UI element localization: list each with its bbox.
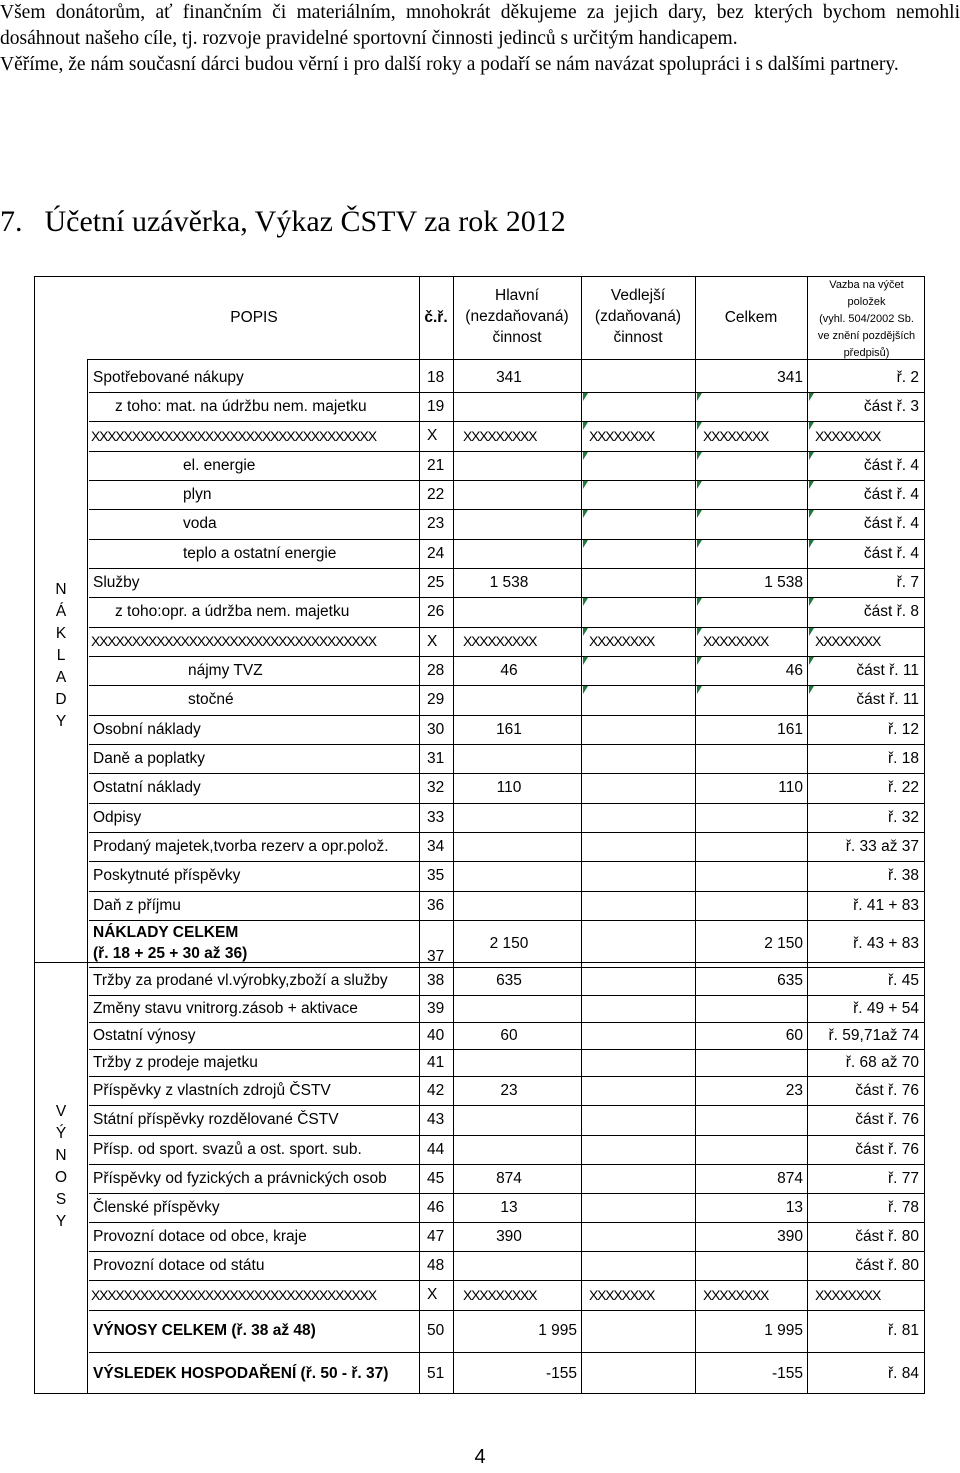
row-description: Tržby za prodané vl.výrobky,zboží a služby — [93, 972, 388, 989]
row-number: 18 — [427, 369, 445, 386]
total-value: 2 150 — [764, 935, 803, 952]
link-reference: část ř. 4 — [863, 515, 919, 532]
cell-marker-icon — [809, 393, 814, 401]
row-description: Příspěvky od fyzických a právnických osob — [93, 1170, 387, 1187]
cell-marker-icon — [583, 422, 588, 430]
table-row — [89, 1049, 924, 1076]
row-description: Daně a poplatky — [93, 750, 206, 767]
cell-marker-icon — [809, 686, 814, 694]
table-row — [89, 861, 924, 891]
link-reference: ř. 59,71až 74 — [828, 1027, 919, 1044]
total-value: 635 — [777, 972, 803, 989]
row-number: 37 — [427, 948, 445, 965]
row-description: Spotřebované nákupy — [93, 369, 244, 386]
cell-marker-icon — [697, 393, 702, 401]
link-reference: část ř. 8 — [863, 603, 919, 620]
link-reference: část ř. 11 — [856, 691, 919, 708]
cell-marker-icon — [809, 510, 814, 518]
link-reference: ř. 43 + 83 — [853, 935, 919, 952]
main-activity-value: 161 — [496, 721, 522, 738]
intro-paragraph-2: Věříme, že nám současní dárci budou věrní i pro další roky a podaří se nám navázat spolupráci i s dalšími partnery. — [0, 54, 899, 75]
link-reference: ř. 81 — [887, 1322, 919, 1339]
row-number: 19 — [427, 398, 445, 415]
row-number: 29 — [427, 691, 445, 708]
ledger-table — [34, 276, 925, 1394]
side-activity-value: XXXXXXXX — [589, 633, 655, 649]
row-description: Odpisy — [93, 809, 142, 826]
table-row — [89, 1164, 924, 1193]
link-reference: ř. 22 — [887, 779, 919, 796]
table-row — [89, 832, 924, 861]
row-number: 45 — [427, 1170, 445, 1187]
row-number: 32 — [427, 779, 445, 796]
link-reference: ř. 68 až 70 — [845, 1054, 919, 1071]
main-activity-value: 60 — [500, 1027, 518, 1044]
row-divider — [87, 359, 924, 360]
cell-marker-icon — [697, 452, 702, 460]
row-description: Poskytnuté příspěvky — [93, 867, 241, 884]
total-value: 110 — [778, 779, 803, 796]
total-value: 390 — [777, 1228, 803, 1245]
row-number: 34 — [427, 838, 445, 855]
row-description: teplo a ostatní energie — [183, 545, 337, 562]
cell-marker-icon — [809, 452, 814, 460]
total-value: 1 995 — [764, 1322, 803, 1339]
header-link-line-2: položek — [847, 296, 886, 308]
row-number: 47 — [427, 1228, 445, 1245]
row-number: 26 — [427, 603, 445, 620]
total-value: 46 — [785, 662, 803, 679]
row-description: VÝNOSY CELKEM (ř. 38 až 48) — [93, 1322, 316, 1339]
table-row — [89, 1135, 924, 1164]
table-row — [89, 656, 924, 685]
cell-marker-icon — [583, 481, 588, 489]
table-row — [89, 685, 924, 715]
row-number: X — [427, 1286, 438, 1303]
total-value: 874 — [777, 1170, 803, 1187]
link-reference: ř. 78 — [887, 1199, 919, 1216]
row-number: 48 — [427, 1257, 445, 1274]
main-activity-value: 13 — [500, 1199, 518, 1216]
table-row — [89, 451, 924, 480]
row-number: 39 — [427, 1000, 445, 1017]
main-activity-value: 110 — [496, 779, 522, 796]
header-side-line-1: Vedlejší — [610, 287, 666, 304]
header-cr: č.ř. — [424, 309, 448, 326]
table-row — [89, 1310, 924, 1352]
total-value: 60 — [785, 1027, 803, 1044]
link-reference: ř. 38 — [887, 867, 919, 884]
header-main-line-2: (nezdaňovaná) — [465, 308, 569, 325]
row-description: Služby — [93, 574, 140, 591]
row-description: Ostatní výnosy — [93, 1027, 196, 1044]
cell-marker-icon — [697, 481, 702, 489]
table-row — [89, 363, 924, 392]
cell-marker-icon — [583, 452, 588, 460]
row-description: VÝSLEDEK HOSPODAŘENÍ (ř. 50 - ř. 37) — [93, 1365, 389, 1382]
total-value: 23 — [785, 1082, 803, 1099]
row-number: 40 — [427, 1027, 445, 1044]
header-main-line-1: Hlavní — [495, 287, 539, 304]
cell-marker-icon — [697, 657, 702, 665]
link-reference: ř. 18 — [887, 750, 919, 767]
row-number: 44 — [427, 1141, 445, 1158]
row-number: 46 — [427, 1199, 445, 1216]
table-row — [89, 967, 924, 995]
row-number: 42 — [427, 1082, 445, 1099]
row-description-line-1: NÁKLADY CELKEM — [93, 924, 239, 941]
cell-marker-icon — [697, 686, 702, 694]
header-side-line-2: (zdaňovaná) — [594, 308, 682, 325]
table-row — [89, 597, 924, 627]
link-reference: ř. 77 — [887, 1170, 919, 1187]
row-number: 51 — [427, 1365, 445, 1382]
main-activity-value: 390 — [496, 1228, 522, 1245]
cell-marker-icon — [697, 422, 702, 430]
row-description: Příspěvky z vlastních zdrojů ČSTV — [93, 1082, 331, 1099]
link-reference: část ř. 80 — [855, 1228, 919, 1245]
header-link-line-1: Vazba na výčet — [829, 279, 904, 291]
costs-side-label: N Á K L A D Y — [55, 581, 67, 730]
link-reference: část ř. 76 — [855, 1082, 919, 1099]
row-description — [93, 922, 247, 964]
row-description: Provozní dotace od státu — [93, 1257, 265, 1274]
table-row — [89, 1352, 924, 1396]
total-value: 13 — [785, 1199, 803, 1216]
table-row — [89, 744, 924, 773]
main-activity-value: XXXXXXXXX — [463, 633, 537, 649]
link-reference: část ř. 4 — [863, 545, 919, 562]
row-description: el. energie — [183, 457, 256, 474]
link-reference: část ř. 4 — [863, 457, 919, 474]
link-reference: část ř. 80 — [855, 1257, 919, 1274]
intro-text — [0, 0, 960, 78]
table-row — [89, 539, 924, 568]
row-description: Členské příspěvky — [93, 1199, 220, 1216]
main-activity-value: 341 — [496, 369, 522, 386]
table-row — [89, 995, 924, 1022]
header-side — [581, 285, 695, 348]
link-reference: ř. 45 — [887, 972, 919, 989]
total-value: 341 — [777, 369, 803, 386]
row-description: nájmy TVZ — [188, 662, 263, 679]
row-number: X — [427, 427, 438, 444]
cell-marker-icon — [809, 540, 814, 548]
cell-marker-icon — [697, 540, 702, 548]
table-row — [89, 1280, 924, 1310]
row-number: 22 — [427, 486, 445, 503]
row-description: z toho: mat. na údržbu nem. majetku — [115, 398, 367, 415]
row-number: 28 — [427, 662, 445, 679]
header-popis: POPIS — [230, 309, 278, 326]
link-reference: ř. 12 — [887, 721, 919, 738]
main-activity-value: 874 — [496, 1170, 522, 1187]
row-description: Státní příspěvky rozdělované ČSTV — [93, 1111, 339, 1128]
link-reference: část ř. 76 — [855, 1141, 919, 1158]
table-row — [89, 1076, 924, 1105]
cell-marker-icon — [583, 598, 588, 606]
row-number: 24 — [427, 545, 445, 562]
cell-marker-icon — [583, 628, 588, 636]
table-row — [89, 392, 924, 421]
table-row — [89, 627, 924, 656]
section-heading — [0, 205, 566, 239]
main-activity-value: XXXXXXXXX — [463, 428, 537, 444]
cell-marker-icon — [583, 686, 588, 694]
table-row — [89, 891, 924, 920]
row-number: 31 — [427, 750, 445, 767]
row-description: voda — [183, 515, 217, 532]
row-description: stočné — [188, 691, 234, 708]
header-total: Celkem — [724, 309, 778, 326]
header-link-line-5: předpisů) — [843, 347, 890, 359]
header-link-line-4: ve znění pozdějších — [817, 330, 916, 342]
row-number: 35 — [427, 867, 445, 884]
link-reference: XXXXXXXX — [815, 633, 881, 649]
table-row — [89, 568, 924, 597]
cell-marker-icon — [583, 540, 588, 548]
link-reference: ř. 84 — [887, 1365, 919, 1382]
link-reference: část ř. 11 — [856, 662, 919, 679]
table-row — [89, 421, 924, 451]
header-link — [807, 277, 926, 362]
table-row — [89, 1105, 924, 1135]
row-number: 25 — [427, 574, 445, 591]
link-reference: ř. 41 + 83 — [853, 897, 919, 914]
cell-marker-icon — [583, 510, 588, 518]
section-title: Účetní uzávěrka, Výkaz ČSTV za rok 2012 — [44, 205, 566, 238]
side-activity-value: XXXXXXXX — [589, 428, 655, 444]
row-description: Provozní dotace od obce, kraje — [93, 1228, 307, 1245]
cell-marker-icon — [583, 393, 588, 401]
column-divider — [87, 359, 88, 1393]
link-reference: ř. 2 — [896, 369, 919, 386]
row-number: 30 — [427, 721, 445, 738]
table-row — [89, 803, 924, 832]
row-number: 33 — [427, 809, 445, 826]
header-link-line-3: (vyhl. 504/2002 Sb. — [819, 313, 914, 325]
cell-marker-icon — [809, 657, 814, 665]
row-description: Daň z příjmu — [93, 897, 181, 914]
intro-paragraph-1: Všem donátorům, ať finančním či materiálním, mnohokrát děkujeme za jejich dary, bez kterých bychom nemohli dosáhnout našeho cíle, tj. rozvoje pravidelné sportovní činnosti jedinců s určitým handicapem. — [0, 2, 960, 49]
row-number: 21 — [427, 457, 445, 474]
row-description: XXXXXXXXXXXXXXXXXXXXXXXXXXXXXXXXXXX — [91, 633, 376, 649]
table-row — [89, 773, 924, 803]
link-reference: ř. 49 + 54 — [853, 1000, 919, 1017]
main-activity-value: 1 995 — [538, 1322, 577, 1339]
main-activity-value: XXXXXXXXX — [463, 1287, 537, 1303]
row-description: XXXXXXXXXXXXXXXXXXXXXXXXXXXXXXXXXXX — [91, 428, 376, 444]
main-activity-value: 2 150 — [489, 935, 529, 952]
total-value: 1 538 — [764, 574, 803, 591]
row-number: 41 — [427, 1054, 445, 1071]
row-number: X — [427, 633, 438, 650]
header-main-line-3: činnost — [492, 329, 542, 346]
cell-marker-icon — [697, 628, 702, 636]
cell-marker-icon — [809, 598, 814, 606]
total-value: XXXXXXXX — [703, 428, 769, 444]
side-activity-value: XXXXXXXX — [589, 1287, 655, 1303]
cell-marker-icon — [809, 481, 814, 489]
row-description: Přísp. od sport. svazů a ost. sport. sub. — [93, 1141, 362, 1158]
main-activity-value: 635 — [496, 972, 522, 989]
table-row — [89, 920, 924, 967]
link-reference: ř. 32 — [887, 809, 919, 826]
link-reference: část ř. 3 — [863, 398, 919, 415]
link-reference: XXXXXXXX — [815, 428, 881, 444]
main-activity-value: -155 — [545, 1365, 577, 1382]
table-row — [89, 1222, 924, 1251]
table-row — [89, 715, 924, 744]
table-row — [89, 509, 924, 539]
table-row — [89, 1251, 924, 1280]
link-reference: XXXXXXXX — [815, 1287, 881, 1303]
main-activity-value: 46 — [500, 662, 518, 679]
cell-marker-icon — [583, 657, 588, 665]
row-number: 43 — [427, 1111, 445, 1128]
row-description: Ostatní náklady — [93, 779, 201, 796]
section-number: 7. — [0, 205, 23, 238]
row-number: 23 — [427, 515, 445, 532]
link-reference: část ř. 76 — [855, 1111, 919, 1128]
revenues-side-label: V Ý N O S Y — [54, 1103, 68, 1230]
row-description: plyn — [183, 486, 212, 503]
row-number: 36 — [427, 897, 445, 914]
total-value: XXXXXXXX — [703, 633, 769, 649]
page-number: 4 — [474, 1446, 486, 1468]
table-row — [89, 480, 924, 509]
row-number: 38 — [427, 972, 445, 989]
link-reference: ř. 33 až 37 — [845, 838, 919, 855]
header-side-line-3: činnost — [613, 329, 663, 346]
total-value: XXXXXXXX — [703, 1287, 769, 1303]
row-description: Osobní náklady — [93, 721, 201, 738]
table-row — [89, 1022, 924, 1049]
main-activity-value: 1 538 — [489, 574, 529, 591]
cell-marker-icon — [697, 510, 702, 518]
row-description: Prodaný majetek,tvorba rezerv a opr.polož. — [93, 838, 389, 855]
header-main — [453, 285, 581, 348]
row-description: z toho:opr. a údržba nem. majetku — [115, 603, 350, 620]
link-reference: ř. 7 — [896, 574, 919, 591]
row-number: 50 — [427, 1322, 445, 1339]
cell-marker-icon — [809, 422, 814, 430]
total-value: 161 — [777, 721, 803, 738]
link-reference: část ř. 4 — [863, 486, 919, 503]
row-description-line-2: (ř. 18 + 25 + 30 až 36) — [93, 945, 248, 962]
row-description: Změny stavu vnitrorg.zásob + aktivace — [93, 1000, 358, 1017]
cell-marker-icon — [697, 598, 702, 606]
main-activity-value: 23 — [500, 1082, 518, 1099]
total-value: -155 — [771, 1365, 803, 1382]
table-row — [89, 1193, 924, 1222]
cell-marker-icon — [809, 628, 814, 636]
row-description: Tržby z prodeje majetku — [93, 1054, 258, 1071]
row-description: XXXXXXXXXXXXXXXXXXXXXXXXXXXXXXXXXXX — [91, 1287, 376, 1303]
